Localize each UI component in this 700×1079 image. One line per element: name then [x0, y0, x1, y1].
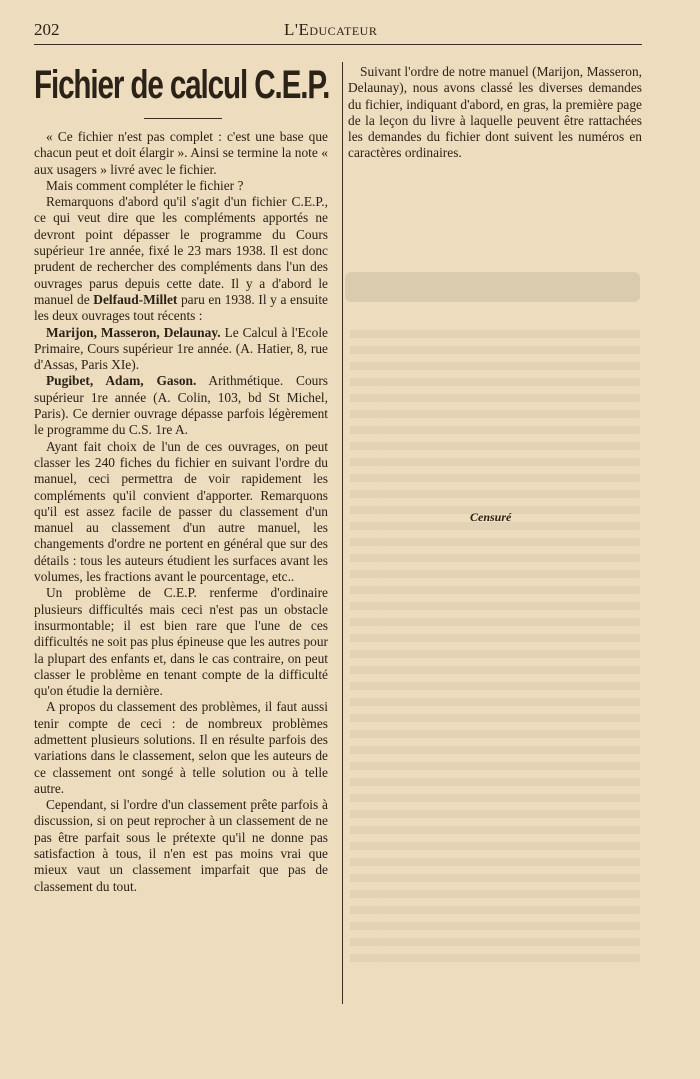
running-title: L'Educateur [284, 20, 378, 39]
manual-name: Delfaud-Millet [93, 291, 178, 307]
show-through-text [350, 330, 640, 970]
title-divider [144, 118, 222, 119]
paragraph-intro: « Ce fichier n'est pas complet : c'est une base que chacun peut et doit élargir ». Ainsi se termine la note « aux usagers » livré avec le fichier. [34, 129, 328, 177]
paragraph-order: Suivant l'ordre de notre manuel (Marijon, Masseron, Delaunay), nous avons classé les diverses demandes du fichier, indiquant d'abord, en gras, la première page de la leçon du livre à laquelle peuvent être rattachées les demandes du fichier dont suivent les numéros en caractères ordinaires. [348, 64, 642, 161]
paragraph-book-one: Marijon, Masseron, Delaunay. Le Calcul à l'Ecole Primaire, Cours supérieur 1re année. (A. Hatier, 8, rue d'Assas, Paris XIe). [34, 324, 328, 373]
article-body [34, 129, 328, 895]
paragraph-question: Mais comment compléter le fichier ? [46, 177, 244, 193]
paragraph-classification: Ayant fait choix de l'un de ces ouvrages, on peut classer les 240 fiches du fichier en suivant l'ordre du manuel, ceci permettra de voir rapidement les compléments qu'il convient d'apporter. Remarquons qu'il est assez facile de passer du classement d'un manuel au classement d'un autre manuel, les changements d'ordre ne portent en général que sur des détails : tous les auteurs étudient les surfaces avant les volumes, les fractions avant le pourcentage, etc.. [34, 438, 328, 585]
article-title: Fichier de calcul C.E.P. [34, 63, 330, 107]
book-two-authors: Pugibet, Adam, Gason. [46, 373, 197, 389]
right-column [348, 64, 642, 162]
book-one-authors: Marijon, Masseron, Delaunay. [46, 324, 221, 340]
censored-label: Censuré [470, 510, 512, 524]
page-header [34, 20, 642, 45]
left-column [34, 62, 328, 895]
paragraph-program: Remarquons d'abord qu'il s'agit d'un fichier C.E.P., ce qui veut dire que les compléments apportés ne devront point dépasser le programme du Cours supérieur 1re année, fixé le 23 mars 1938. Il est donc prudent de rechercher des compléments dans l'un des ouvrages parus depuis cette date. Il y a d'abord le manuel de Delfaud-Millet paru en 1938. Il y a ensuite les deux ouvrages tout récents : [34, 194, 328, 324]
paragraph-conclusion: Cependant, si l'ordre d'un classement prête parfois à discussion, si on peut reprocher à un classement de ne pas être parfait sous le prétexte qu'il ne donne pas satisfaction à tous, il n'en est pas moins vrai que mieux vaut un classement imparfait que pas de classement du tout. [34, 797, 328, 894]
page-number: 202 [34, 20, 60, 39]
paragraph-difficulties: Un problème de C.E.P. renferme d'ordinaire plusieurs difficultés mais ceci n'est pas un obstacle insurmontable; il est bien rare que l'une de ces difficultés ne soit pas plus épineuse que les autres pour la plupart des enfants et, dans le cas contraire, on peut classer le problème en tenant compte de la difficulté qu'on étudie la dernière. [34, 585, 328, 699]
paragraph-book-two: Pugibet, Adam, Gason. Arithmétique. Cours supérieur 1re année (A. Colin, 103, bd St Michel, Paris). Ce dernier ouvrage dépasse parfois légèrement le programme du C.S. 1re A. [34, 373, 329, 438]
column-divider [342, 62, 343, 1004]
show-through-heading [345, 272, 640, 302]
paragraph-solutions: A propos du classement des problèmes, il faut aussi tenir compte de ceci : de nombreux problèmes admettent plusieurs solutions. Il en résulte parfois des variations dans le classement, selon que les auteurs de ce classement ont songé à telle solution ou à telle autre. [34, 699, 328, 796]
